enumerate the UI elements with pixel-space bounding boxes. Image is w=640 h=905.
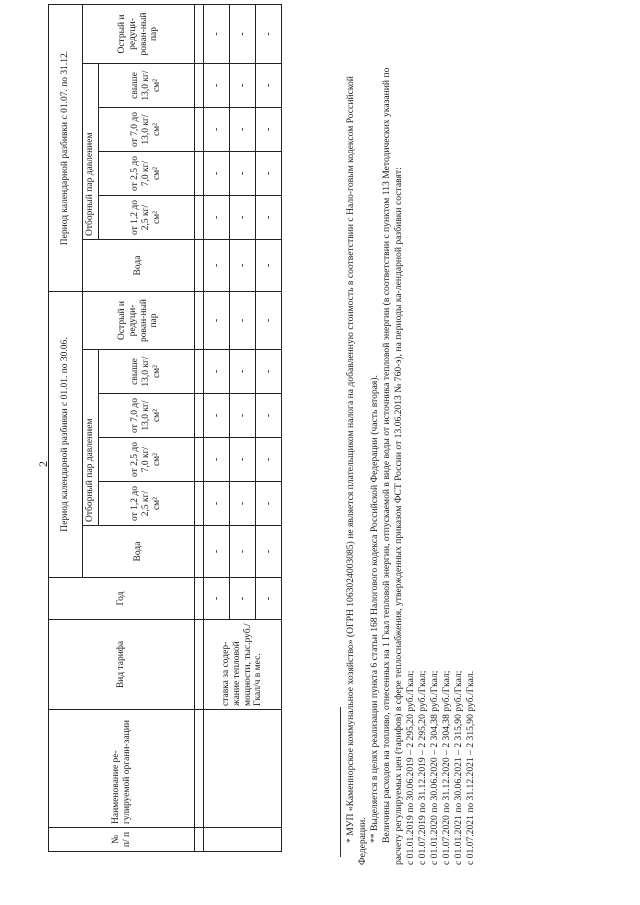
header-period-2: Период календарной разбивки с 01.07. по 31.12. — [49, 5, 83, 292]
row-num-cell — [204, 828, 282, 852]
period-line: с 01.01.2019 по 30.06.2019 – 2 295,20 руб./Гкал; — [404, 670, 416, 865]
value-cell: - — [256, 64, 282, 108]
value-cell: - — [256, 438, 282, 482]
value-cell: - — [230, 64, 256, 108]
period-line: с 01.07.2019 по 31.12.2019 – 2 295,20 руб./Гкал; — [416, 670, 428, 865]
value-cell: - — [230, 350, 256, 394]
year-cell: - — [256, 578, 282, 620]
header-steam-1: Отборный пар давлением — [83, 350, 99, 526]
value-cell: - — [230, 394, 256, 438]
header-steam-sub: от 7,0 до 13,0 кг/см² — [99, 108, 195, 152]
value-cell: - — [230, 152, 256, 196]
header-steam-sub: свыше 13,0 кг/см² — [99, 350, 195, 394]
value-cell: - — [230, 196, 256, 240]
value-cell: - — [256, 292, 282, 350]
tariff-table — [48, 4, 282, 852]
fuel-expense-note: Величины расходов на топливо, отнесенных на 1 Гкал тепловой энергии, отпускаемой в виде воды от источника тепловой энергии (в соответствии с пунктом 113 Методических указаний по расчету регулируемых цен (тарифов) в сфере теплоснабжения, утвержденных приказом ФСТ России от 13.06.2013 № 760-э), на периоды ка-лендарной разбивки составят: — [380, 67, 404, 865]
header-steam-sub: от 7,0 до 13,0 кг/см² — [99, 394, 195, 438]
value-cell: - — [256, 5, 282, 64]
value-cell: - — [204, 240, 230, 292]
footnotes — [345, 35, 477, 865]
header-period-1: Период календарной разбивки с 01.01. по 30.06. — [49, 292, 83, 578]
header-steam-sub: свыше 13,0 кг/см² — [99, 64, 195, 108]
row-org-cell — [204, 710, 282, 828]
header-steam-sub: от 2,5 до 7,0 кг/см² — [99, 152, 195, 196]
value-cell: - — [204, 64, 230, 108]
footnote-1: * МУП «Каменнорское коммунальное хозяйство» (ОГРН 1063024003085) не является плательщиком налога на добавленную стоимость в соответствии с Нало-говым кодексом Российской Федерации. — [345, 76, 368, 865]
footnote-separator — [340, 707, 341, 857]
value-cell: - — [204, 482, 230, 526]
header-steam-sub: от 2,5 до 7,0 кг/см² — [99, 438, 195, 482]
period-line: с 01.01.2021 по 30.06.2021 – 2 315,90 руб./Гкал; — [452, 670, 464, 865]
period-line: с 01.07.2020 по 31.12.2020 – 2 304,38 руб./Гкал; — [440, 670, 452, 865]
header-num: № п/ п — [49, 828, 195, 852]
value-cell: - — [230, 108, 256, 152]
value-cell: - — [204, 394, 230, 438]
value-cell: - — [230, 526, 256, 578]
value-cell: - — [230, 5, 256, 64]
value-cell: - — [256, 196, 282, 240]
header-year: Год — [49, 578, 195, 620]
value-cell: - — [256, 152, 282, 196]
value-cell: - — [230, 438, 256, 482]
value-cell: - — [230, 482, 256, 526]
header-steam-sub: от 1,2 до 2,5 кг/см² — [99, 482, 195, 526]
value-cell: - — [256, 350, 282, 394]
header-water-2: Вода — [83, 240, 195, 292]
value-cell: - — [204, 526, 230, 578]
value-cell: - — [256, 482, 282, 526]
value-cell: - — [204, 152, 230, 196]
value-cell: - — [256, 526, 282, 578]
value-cell: - — [204, 108, 230, 152]
year-cell: - — [230, 578, 256, 620]
period-line: с 01.01.2020 по 30.06.2020 – 2 304,38 руб./Гкал; — [428, 670, 440, 865]
value-cell: - — [204, 438, 230, 482]
header-steam-sub: от 1,2 до 2,5 кг/см² — [99, 196, 195, 240]
value-cell: - — [230, 240, 256, 292]
value-cell: - — [256, 394, 282, 438]
page-number: 2 — [36, 461, 50, 467]
year-cell: - — [204, 578, 230, 620]
value-cell: - — [230, 292, 256, 350]
footnote-2: ** Выделяется в целях реализации пункта 6 статьи 168 Налогового кодекса Российской Федерации (часть вторая). — [368, 375, 380, 843]
value-cell: - — [204, 350, 230, 394]
period-line: с 01.07.2021 по 31.12.2021 – 2 315,90 руб./Гкал. — [464, 670, 476, 865]
header-water-1: Вода — [83, 526, 195, 578]
tariff-kind-cell: ставка за содер-жание тепловой мощности, тыс.руб./Гкал/ч в мес. — [204, 620, 282, 710]
value-cell: - — [204, 292, 230, 350]
value-cell: - — [204, 196, 230, 240]
value-cell: - — [256, 108, 282, 152]
header-steam-2: Отборный пар давлением — [83, 64, 99, 240]
value-cell: - — [256, 240, 282, 292]
header-sharp-steam-1: Острый и редуци-рован-ный пар — [83, 292, 195, 350]
header-sharp-steam-2: Острый и редуци-рован-ный пар — [83, 5, 195, 64]
header-kind: Вид тарифа — [49, 620, 195, 710]
value-cell: - — [204, 5, 230, 64]
header-org: Наименование ре-гулируемой органи-зации — [49, 710, 195, 828]
